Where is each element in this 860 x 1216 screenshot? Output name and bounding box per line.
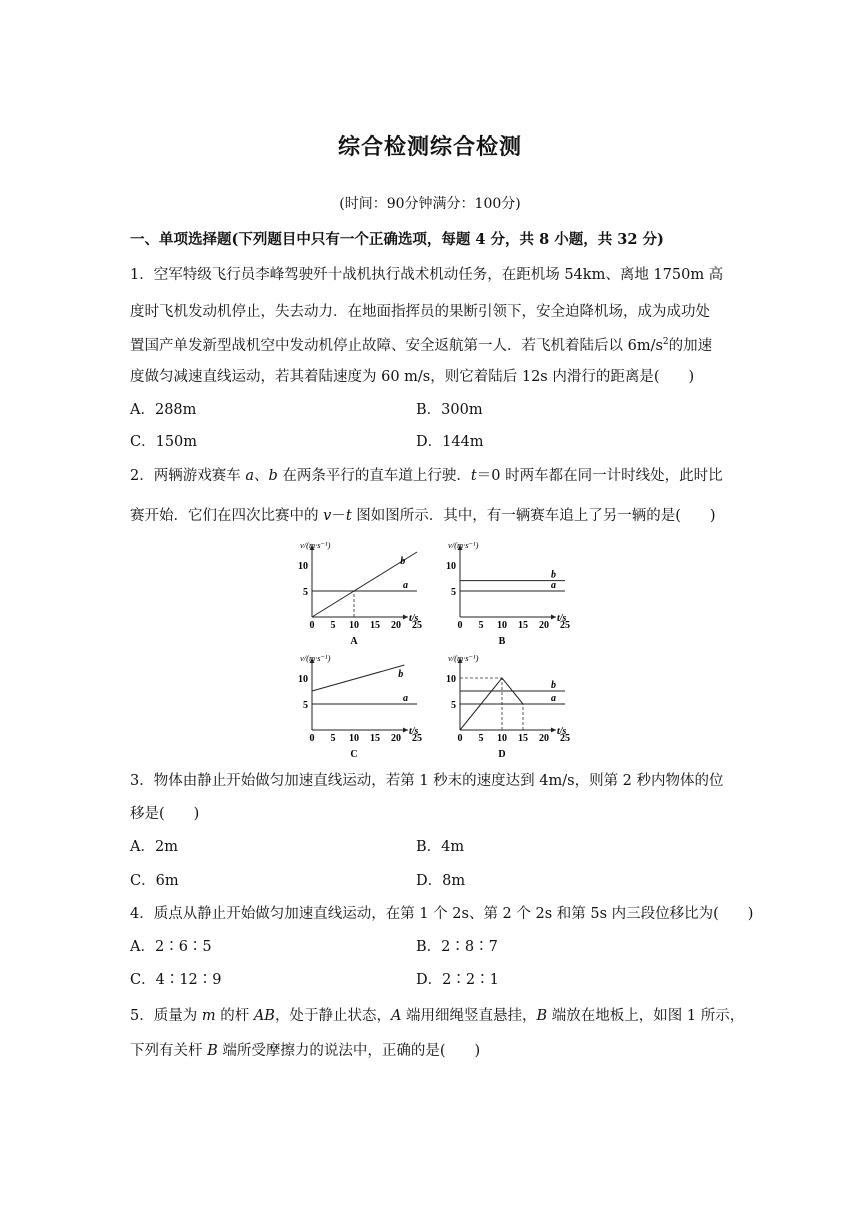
vt-chart-b <box>438 535 568 647</box>
x-axis-label: t/s <box>409 726 419 737</box>
x-axis-arrow <box>403 728 408 733</box>
page-title: 综合检测综合检测 <box>337 135 522 160</box>
x-tick-label: 5 <box>330 733 336 744</box>
q5-line-2 <box>130 1041 480 1061</box>
x-tick-label: 20 <box>539 620 549 631</box>
x-tick-label: 5 <box>478 733 484 744</box>
var-ab: AB <box>253 1008 275 1024</box>
q1-line-1: 1．空军特级飞行员李峰驾驶歼十战机执行战术机动任务，在距机场 54km、离地 1750m 高 <box>130 267 724 283</box>
q2-line-1 <box>130 466 723 486</box>
var-b: b <box>268 468 278 484</box>
x-tick-label: 25 <box>412 733 422 744</box>
x-tick-label: 0 <box>457 733 463 744</box>
y-axis-label: v/(m·s⁻¹) <box>448 540 479 550</box>
q3-option-c[interactable]: C．6m <box>130 873 179 889</box>
q5-text: 5．质量为 <box>130 1008 202 1024</box>
series-label-a: a <box>403 693 408 704</box>
x-tick-label: 10 <box>497 733 507 744</box>
q5-text: 端放在地板上，如图 1 所示， <box>547 1008 745 1024</box>
var-t: t <box>345 508 352 524</box>
x-tick-label: 15 <box>370 620 380 631</box>
x-axis-arrow <box>403 615 408 620</box>
panel-label: D <box>498 749 506 760</box>
q5-text: ，处于静止状态， <box>274 1008 391 1024</box>
x-axis-label: t/s <box>409 613 419 624</box>
y-axis-label: v/(m·s⁻¹) <box>300 653 331 663</box>
panel-label: C <box>350 749 358 760</box>
y-axis-label: v/(m·s⁻¹) <box>448 653 479 663</box>
q1-line-3-tail: 的加速 <box>668 338 713 354</box>
q3-line-2: 移是( ) <box>130 806 200 822</box>
exam-info: (时间：90分钟满分：100分) <box>339 196 521 212</box>
x-tick-label: 10 <box>349 733 359 744</box>
q2-text: 、 <box>254 468 269 484</box>
q4-option-d[interactable]: D．2∶2∶1 <box>416 972 499 988</box>
x-axis-label: t/s <box>557 613 567 624</box>
x-tick-label: 25 <box>560 620 570 631</box>
series-label-b: b <box>551 680 556 691</box>
q1-option-a[interactable]: A．288m <box>130 402 197 418</box>
x-tick-label: 0 <box>309 620 315 631</box>
x-axis-label: t/s <box>557 726 567 737</box>
y-tick-label: 10 <box>446 561 456 572</box>
section-heading: 一、单项选择题(下列题目中只有一个正确选项，每题 4 分，共 8 小题，共 32 分) <box>130 231 664 248</box>
q2-text: 赛开始．它们在四次比赛中的 <box>130 508 324 524</box>
x-tick-label: 15 <box>518 620 528 631</box>
var-m: m <box>201 1008 216 1024</box>
series-label-b: b <box>398 669 404 680</box>
q2-text: 在两条平行的直车道上行驶． <box>277 468 471 484</box>
q3-line-1: 3．物体由静止开始做匀加速直线运动，若第 1 秒末的速度达到 4m/s，则第 2 秒内物体的位 <box>130 773 724 789</box>
q3-option-a[interactable]: A．2m <box>130 839 178 855</box>
var-b-end: B <box>207 1043 218 1059</box>
vt-chart-c <box>290 648 420 760</box>
x-tick-label: 15 <box>518 733 528 744</box>
q2-text: ＝0 时两车都在同一计时线处，此时比 <box>476 468 723 484</box>
q4-line-1: 4．质点从静止开始做匀加速直线运动，在第 1 个 2s、第 2 个 2s 和第 5s 内三段位移比为( ) <box>130 906 754 922</box>
q5-text: 下列有关杆 <box>130 1043 208 1059</box>
x-axis-arrow <box>551 615 556 620</box>
panel-label: B <box>498 636 506 647</box>
x-tick-label: 10 <box>349 620 359 631</box>
q5-line-1 <box>130 1006 744 1026</box>
y-tick-label: 5 <box>451 587 456 598</box>
y-tick-label: 10 <box>298 561 308 572</box>
x-tick-label: 15 <box>370 733 380 744</box>
var-v: v <box>323 508 332 524</box>
q4-option-c[interactable]: C．4∶12∶9 <box>130 972 222 988</box>
q2-line-2 <box>130 506 716 526</box>
x-tick-label: 20 <box>391 733 401 744</box>
q1-option-d[interactable]: D．144m <box>416 434 484 450</box>
q1-line-3-text: 置国产单发新型战机空中发动机停止故障、安全返航第一人．若飞机着陆后以 6m/s <box>130 338 663 354</box>
x-tick-label: 5 <box>478 620 484 631</box>
series-label-a: a <box>403 580 408 591</box>
y-tick-label: 10 <box>446 674 456 685</box>
q1-line-4: 度做匀减速直线运动，若其着陆速度为 60 m/s，则它着陆后 12s 内滑行的距离是( ) <box>130 369 695 385</box>
q4-option-b[interactable]: B．2∶8∶7 <box>416 939 498 955</box>
q1-option-b[interactable]: B．300m <box>416 402 483 418</box>
series-label-b: b <box>400 556 406 567</box>
q1-line-2: 度时飞机发动机停止，失去动力．在地面指挥员的果断引领下，安全迫降机场，成为成功处 <box>130 304 710 320</box>
q3-option-d[interactable]: D．8m <box>416 873 466 889</box>
q2-text: 2．两辆游戏赛车 <box>130 468 246 484</box>
x-tick-label: 0 <box>457 620 463 631</box>
y-tick-label: 5 <box>303 700 308 711</box>
var-b-end: B <box>536 1008 548 1024</box>
q5-text: 端用细绳竖直悬挂， <box>401 1008 537 1024</box>
q1-option-c[interactable]: C．150m <box>130 434 198 450</box>
q5-text: 的杆 <box>215 1008 254 1024</box>
q5-text: 端所受摩擦力的说法中，正确的是( ) <box>217 1043 481 1059</box>
var-t: t <box>470 468 477 484</box>
x-tick-label: 20 <box>391 620 401 631</box>
x-tick-label: 20 <box>539 733 549 744</box>
series-label-a: a <box>551 580 556 591</box>
series-label-b: b <box>551 569 556 581</box>
exponent: 2 <box>662 337 669 347</box>
q4-option-a[interactable]: A．2∶6∶5 <box>130 939 212 955</box>
x-tick-label: 25 <box>560 733 570 744</box>
vt-chart-a <box>290 535 420 647</box>
q2-text: － <box>331 508 346 524</box>
x-tick-label: 5 <box>330 620 336 631</box>
y-tick-label: 10 <box>298 674 308 685</box>
y-tick-label: 5 <box>303 587 308 598</box>
y-tick-label: 5 <box>451 700 456 711</box>
vt-chart-d <box>438 648 568 760</box>
series-line-b <box>312 665 404 691</box>
q3-option-b[interactable]: B．4m <box>416 839 465 855</box>
x-tick-label: 10 <box>497 620 507 631</box>
var-a: a <box>245 468 254 484</box>
x-axis-arrow <box>551 728 556 733</box>
q2-text: 图如图所示．其中，有一辆赛车追上了另一辆的是( ) <box>351 508 716 524</box>
x-tick-label: 0 <box>309 733 315 744</box>
var-a-end: A <box>390 1008 402 1024</box>
q1-line-3 <box>130 336 712 356</box>
panel-label: A <box>350 636 358 647</box>
x-tick-label: 25 <box>412 620 422 631</box>
y-axis-label: v/(m·s⁻¹) <box>300 540 331 550</box>
series-label-a: a <box>551 693 556 704</box>
